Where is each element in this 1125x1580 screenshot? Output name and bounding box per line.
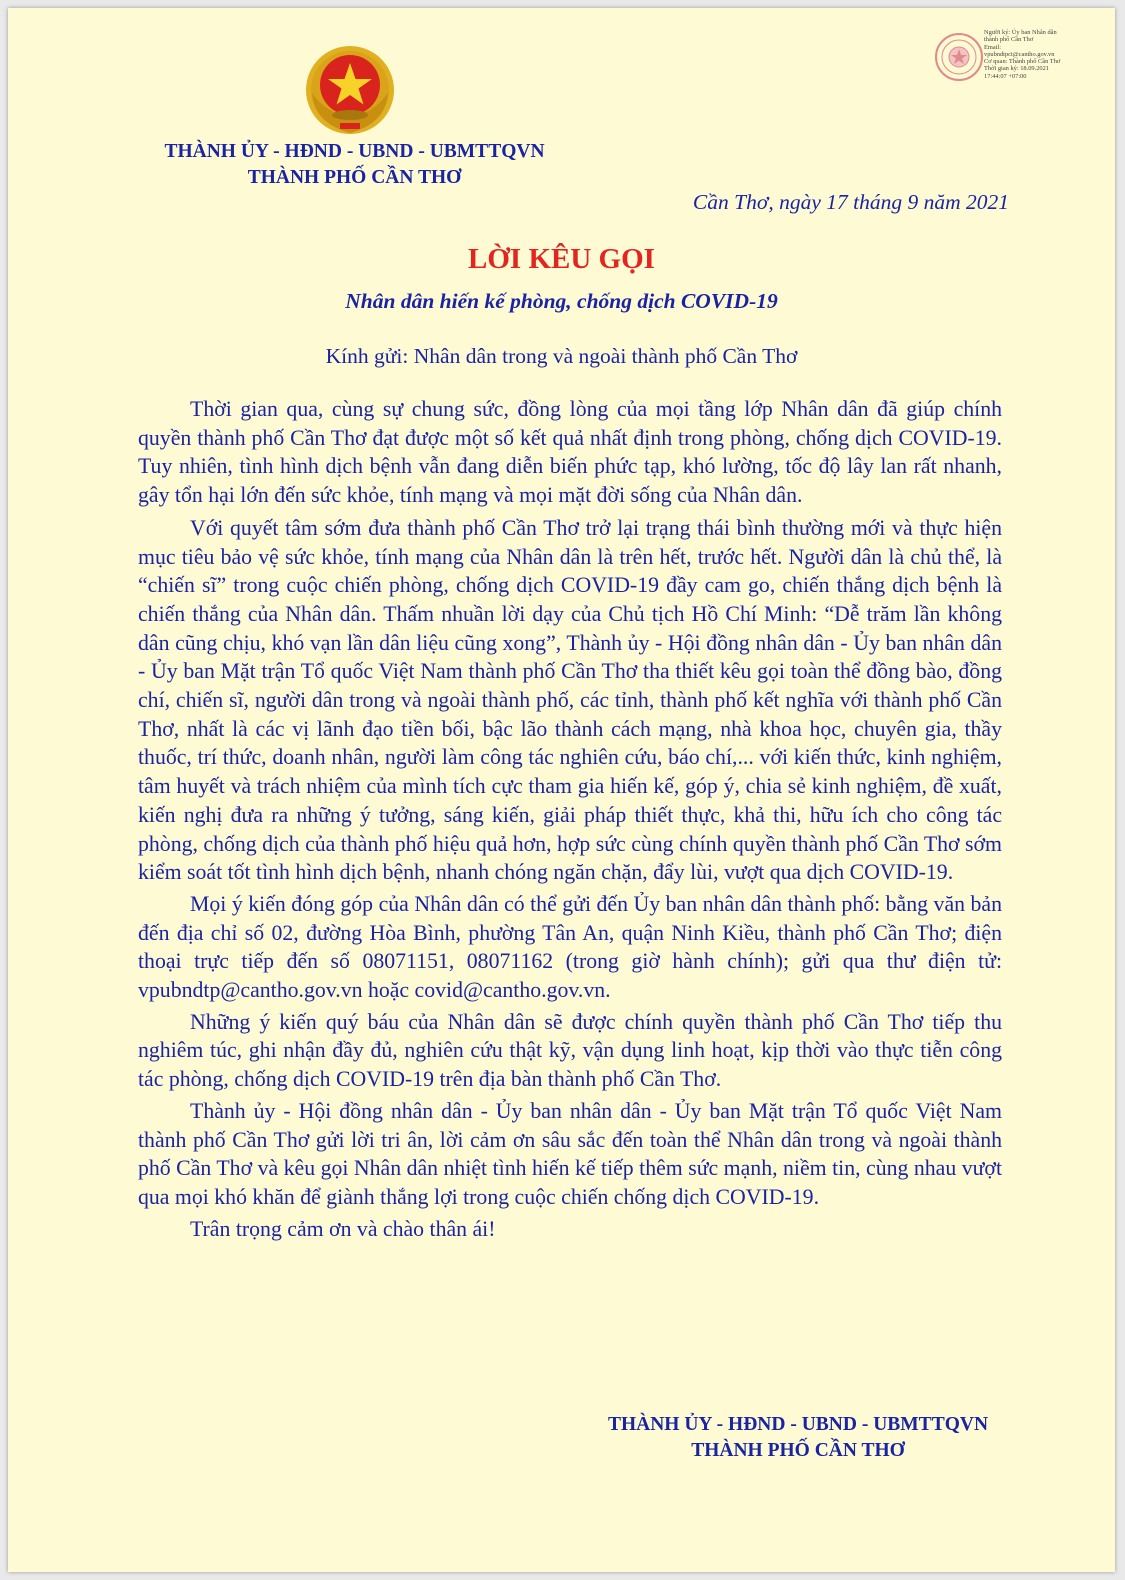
document-page [8, 8, 1115, 1572]
signature-line: Người ký: Ủy ban Nhân dân [984, 29, 1057, 36]
signature-line: Email: [984, 43, 1002, 51]
body-paragraph: Mọi ý kiến đóng góp của Nhân dân có thể gửi đến Ủy ban nhân dân thành phố: bằng văn bản đến địa chỉ số 02, đường Hòa Bình, phường Tân An, quận Ninh Kiều, thành phố Cần Thơ; điện thoại trực tiếp đến số 08071151, 08071162 (trong giờ hành chính); gửi qua thư điện tử: vpubndtp@cantho.gov.vn hoặc covid@cantho.gov.vn. [138, 891, 1002, 1003]
signatory-line-1: THÀNH ỦY - HĐND - UBND - UBMTTQVN [607, 1414, 989, 1435]
signature-line: Cơ quan: Thành phố Cần Thơ [984, 58, 1061, 66]
signature-line: vpubndtpct@cantho.gov.vn [984, 50, 1055, 58]
document-subtitle: Nhân dân hiến kế phòng, chống dịch COVID-19 [345, 289, 778, 313]
signature-line: Thời gian ký: 18.09.2021 [984, 65, 1049, 73]
signature-line: 17:44:07 +07:00 [984, 72, 1027, 80]
digital-signature-seal-icon [934, 32, 984, 82]
national-emblem-icon [304, 43, 396, 137]
issuer-line-1: THÀNH ỦY - HĐND - UBND - UBMTTQVN [164, 141, 545, 162]
body-paragraph: Thành ủy - Hội đồng nhân dân - Ủy ban nhân dân - Ủy ban Mặt trận Tổ quốc Việt Nam thành phố Cần Thơ gửi lời tri ân, lời cảm ơn sâu sắc đến toàn thể Nhân dân trong và ngoài thành phố Cần Thơ và kêu gọi Nhân dân nhiệt tình hiến kế tiếp thêm sức mạnh, niềm tin, cùng nhau vượt qua mọi khó khăn để giành thắng lợi trong cuộc chiến chống dịch COVID-19. [138, 1098, 1002, 1209]
digital-signature-info [984, 29, 1094, 80]
signatory-line-2: THÀNH PHỐ CẦN THƠ [691, 1440, 905, 1461]
body-paragraph: Với quyết tâm sớm đưa thành phố Cần Thơ trở lại trạng thái bình thường mới và thực hiện mục tiêu bảo vệ sức khỏe, tính mạng của Nhân dân là trên hết, trước hết. Người dân là chủ thể, là “chiến sĩ” trong cuộc chiến phòng, chống dịch COVID-19 đầy cam go, chiến thắng dịch bệnh là chiến thắng của Nhân dân. Thấm nhuần lời dạy của Chủ tịch Hồ Chí Minh: “Dễ trăm lần không dân cũng chịu, khó vạn lần dân liệu cũng xong”, Thành ủy - Hội đồng nhân dân - Ủy ban nhân dân - Ủy ban Mặt trận Tổ quốc Việt Nam thành phố Cần Thơ tha thiết kêu gọi toàn thể đồng bào, đồng chí, chiến sĩ, người dân trong và ngoài thành phố, các tỉnh, thành phố kết nghĩa với thành phố Cần Thơ, nhất là các vị lãnh đạo tiền bối, bậc lão thành cách mạng, nhà khoa học, chuyên gia, thầy thuốc, trí thức, doanh nhân, người làm công tác nghiên cứu, báo chí,... với kiến thức, kinh nghiệm, tâm huyết và trách nhiệm của mình tích cực tham gia hiến kế, góp ý, chia sẻ kinh nghiệm, đề xuất, kiến nghị đưa ra những ý tưởng, sáng kiến, giải pháp thiết thực, khả thi, hữu ích cho công tác phòng, chống dịch của thành phố hiệu quả hơn, hợp sức cùng chính quyền thành phố Cần Thơ sớm kiểm soát tốt tình hình dịch bệnh, nhanh chóng ngăn chặn, đẩy lùi, vượt qua dịch COVID-19. [138, 515, 1002, 885]
body-paragraph: Những ý kiến quý báu của Nhân dân sẽ được chính quyền thành phố Cần Thơ tiếp thu nghiêm túc, ghi nhận đầy đủ, nghiên cứu thật kỹ, vận dụng linh hoạt, kịp thời vào thực tiễn công tác phòng, chống dịch COVID-19 trên địa bàn thành phố Cần Thơ. [138, 1009, 1002, 1092]
greeting-line: Kính gửi: Nhân dân trong và ngoài thành phố Cần Thơ [325, 344, 798, 368]
document-title: LỜI KÊU GỌI [468, 243, 655, 275]
issuer-line-2: THÀNH PHỐ CẦN THƠ [247, 167, 462, 188]
signature-line: thành phố Cần Thơ [984, 36, 1034, 44]
body-paragraph: Thời gian qua, cùng sự chung sức, đồng lòng của mọi tầng lớp Nhân dân đã giúp chính quyền thành phố Cần Thơ đạt được một số kết quả nhất định trong phòng, chống dịch COVID-19. Tuy nhiên, tình hình dịch bệnh vẫn đang diễn biến phức tạp, khó lường, tốc độ lây lan rất nhanh, gây tổn hại lớn đến sức khỏe, tính mạng và mọi mặt đời sống của Nhân dân. [138, 397, 1002, 508]
place-and-date: Cần Thơ, ngày 17 tháng 9 năm 2021 [692, 190, 1009, 214]
issuing-organization [108, 139, 601, 191]
closing-line: Trân trọng cảm ơn và chào thân ái! [190, 1216, 496, 1241]
document-body [138, 395, 1002, 1246]
signatory-block [563, 1412, 1033, 1464]
